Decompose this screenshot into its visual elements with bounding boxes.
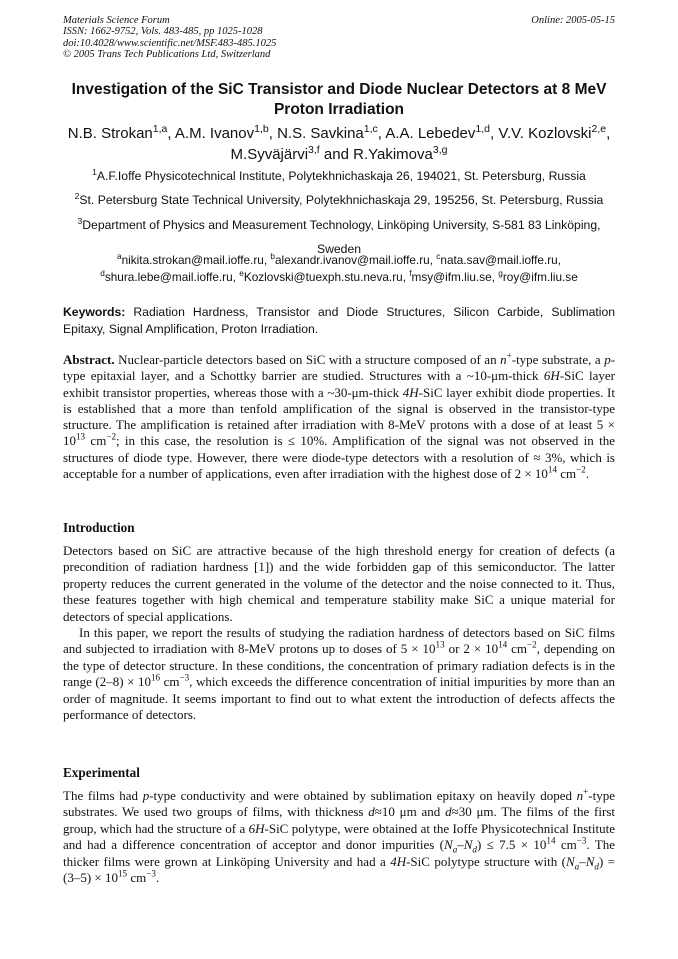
- email-address[interactable]: msy@ifm.liu.se,: [411, 269, 495, 284]
- journal-header: [63, 15, 615, 60]
- paragraph-text: ) = (3–5) × 10: [63, 853, 616, 886]
- affiliation: [60, 188, 618, 212]
- paragraph-text: -type substrates. We used two groups of films, with thickness: [63, 788, 616, 820]
- paragraph-unit: cm: [130, 870, 147, 886]
- paragraph-subscript: d: [472, 844, 477, 855]
- abstract-symbol: 6H: [543, 368, 560, 384]
- paragraph-subscript: a: [452, 844, 458, 855]
- abstract-superscript: 13: [76, 432, 86, 443]
- paragraph-superscript: 13: [435, 640, 445, 651]
- abstract-symbol: n: [500, 352, 507, 367]
- journal-name: Materials Science Forum: [63, 15, 170, 26]
- paragraph-unit: cm: [511, 641, 528, 657]
- section-heading-introduction: Introduction: [63, 520, 135, 535]
- paper-title: Investigation of the SiC Transistor and Diode Nuclear Detectors at 8 MeV Proton Irradiation: [71, 81, 607, 118]
- abstract-text: -SiC layer exhibit diode properties. It is established that a more than tenfold amplification of the signal is observed in the transistor-type structure. The amplification is retained after irradiation with 8-MeV protons with a dose of at least 5 × 10: [63, 384, 615, 449]
- author-name: A.A. Lebedev: [385, 125, 476, 142]
- paragraph-unit: cm: [163, 674, 180, 690]
- introduction-paragraph: [63, 625, 615, 723]
- email-key: c: [436, 252, 441, 262]
- abstract-text: Nuclear-particle detectors based on SiC with a structure composed of an: [118, 352, 497, 367]
- issn-line: ISSN: 1662-9752, Vols. 483-485, pp 1025-1028: [63, 26, 263, 38]
- author-superscript: 3,g: [432, 143, 448, 156]
- email-address[interactable]: Kozlovski@tuexph.stu.neva.ru,: [243, 269, 406, 284]
- paragraph-subscript: d: [594, 861, 599, 872]
- email-key: f: [409, 268, 412, 278]
- paragraph-text: -SiC polytype structure with (: [406, 853, 566, 869]
- email-key: d: [100, 268, 105, 278]
- email-key: e: [239, 268, 244, 278]
- abstract-superscript: −2: [106, 432, 116, 443]
- author-name: R.Yakimova: [353, 145, 433, 163]
- paragraph-text: –: [579, 853, 586, 869]
- email-list: [63, 252, 615, 285]
- abstract-text: -type substrate, a: [511, 352, 601, 367]
- author-superscript: 1,d: [475, 123, 490, 135]
- paragraph-subscript: a: [574, 861, 580, 872]
- author-name: N.S. Savkina: [277, 125, 364, 142]
- paragraph-symbol: 6H: [248, 820, 265, 836]
- paragraph-superscript: −3: [146, 868, 156, 879]
- abstract-superscript: +: [506, 350, 512, 361]
- paragraph-symbol: p: [142, 788, 150, 803]
- section-heading-experimental: Experimental: [63, 765, 140, 780]
- paragraph-text: , which exceeds the difference concentration of initial impurities by more than an order of magnitude. It seems important to find out to what extent the introduction of defects affects the performance of detectors.: [63, 674, 615, 723]
- affiliation-number: 2: [74, 191, 80, 202]
- abstract-unit: cm: [560, 466, 577, 482]
- author-name: M.Syväjärvi: [230, 145, 309, 163]
- affiliation-text: St. Petersburg State Technical University, Polytekhnichaskaja 29, 195256, St. Petersburg, Russia: [79, 193, 604, 208]
- paragraph-symbol: N: [585, 853, 595, 869]
- affiliation-text: Department of Physics and Measurement Technology, Linköping University, S-581 83 Linköping, Sweden: [82, 217, 601, 256]
- abstract: [63, 352, 615, 482]
- abstract-superscript: 14: [547, 464, 558, 475]
- paragraph-superscript: 14: [546, 835, 556, 846]
- email-address[interactable]: nikita.strokan@mail.ioffe.ru,: [121, 253, 268, 267]
- author-superscript: 3,f: [308, 143, 320, 156]
- paragraph-superscript: −3: [179, 672, 190, 683]
- paragraph-superscript: +: [583, 786, 589, 797]
- paragraph-superscript: −2: [527, 640, 537, 651]
- paragraph-text: The films had: [63, 788, 139, 803]
- copyright-line: © 2005 Trans Tech Publications Ltd, Switzerland: [63, 48, 271, 60]
- email-key: b: [270, 252, 275, 262]
- email-address[interactable]: shura.lebe@mail.ioffe.ru,: [104, 269, 236, 284]
- affiliation-text: A.F.Ioffe Physicotechnical Institute, Polytekhnichaskaja 26, 194021, St. Petersburg, Russia: [96, 169, 586, 183]
- author-conjunction: and: [323, 145, 349, 163]
- paragraph-symbol: N: [566, 853, 575, 869]
- author-superscript: 2,e: [591, 123, 607, 135]
- experimental-paragraph: [63, 788, 615, 886]
- affiliation-list: [60, 164, 618, 261]
- paragraph-symbol: d: [368, 804, 375, 820]
- abstract-text: -SiC layer exhibit transistor properties, whereas those with a ~30-μm-thick: [63, 368, 615, 400]
- email-address[interactable]: roy@ifm.liu.se: [502, 269, 578, 284]
- author-name: N.B. Strokan: [67, 125, 153, 142]
- affiliation: [60, 164, 618, 188]
- email-address[interactable]: alexandr.ivanov@mail.ioffe.ru,: [274, 253, 433, 267]
- abstract-label: Abstract.: [63, 352, 115, 367]
- author-list: N.B. Strokan$^{1,a}$, A.M. Ivanov$^{1,b}$, N.S. Savkina$^{1,c}$, A.A. Lebedev$^{1,d}$, V.V. Kozlovski$^{2,e}$, M.Syväjärvi$^{3,f}$ and R.Yakimova$^{3,g}$: [67, 123, 611, 163]
- paragraph-superscript: −3: [576, 835, 587, 846]
- paragraph-unit: cm: [560, 837, 577, 853]
- abstract-symbol: 4H: [402, 384, 419, 400]
- author-name: A.M. Ivanov: [174, 125, 255, 142]
- email-key: g: [498, 268, 503, 278]
- author-name: V.V. Kozlovski: [498, 125, 592, 142]
- abstract-symbol: p: [604, 352, 611, 367]
- paragraph-text: In this paper, we report the results of studying the radiation hardness of detectors based on SiC films and subjected to irradiation with 8-MeV protons up to doses of 5 × 10: [63, 625, 615, 657]
- abstract-unit: cm: [90, 433, 107, 449]
- affiliation-number: 3: [77, 215, 83, 226]
- introduction-paragraph: Detectors based on SiC are attractive because of the high threshold energy for creation of defects (a precondition of radiation hardness [1]) and the wide forbidden gap of this semiconductor. The latter property reduces the current generated in the volume of the detector and the noise connected to it. Thus, these features together with high chemical and temperature stability make SiC a unique material for detectors of special applications.: [63, 543, 615, 624]
- paragraph-text: –: [457, 837, 464, 853]
- paragraph-superscript: 15: [118, 868, 128, 879]
- author-superscript: 1,c: [363, 123, 378, 135]
- paragraph-symbol: d: [445, 804, 452, 820]
- paragraph-text: or 2 × 10: [448, 641, 499, 657]
- online-date: Online: 2005-05-15: [531, 15, 615, 26]
- email-address[interactable]: nata.sav@mail.ioffe.ru,: [440, 253, 561, 267]
- author-superscript: 1,a: [152, 123, 168, 135]
- email-key: a: [117, 252, 122, 262]
- doi-line: doi:10.4028/www.scientific.net/MSF.483-485.1025: [63, 37, 277, 49]
- paragraph-superscript: 14: [498, 640, 508, 651]
- abstract-text: ; in this case, the resolution is ≤ 10%. Amplification of the signal was not observed in the structures of diode type. However, there were diode-type detectors with a resolution of ≈ 3%, which is acceptable for a number of applications, even after irradiation with the highest dose of 2 × 10: [63, 433, 615, 482]
- keywords-text: Radiation Hardness, Transistor and Diode Structures, Silicon Carbide, Sublimation Epitaxy, Signal Amplification, Proton Irradiation.: [63, 305, 615, 336]
- paragraph-text: .: [155, 870, 160, 886]
- paragraph-text: ≈30 μm. The films of the first group, which had the structure of a: [63, 804, 616, 836]
- paragraph-text: ) ≤ 7.5 × 10: [476, 837, 547, 853]
- paragraph-text: . The thicker films were grown at Linköping University and had a: [63, 837, 616, 869]
- paragraph-superscript: 16: [150, 672, 161, 683]
- keywords-label: Keywords:: [63, 305, 126, 319]
- paragraph-symbol: n: [576, 788, 584, 803]
- paragraph-text: , depending on the type of detector structure. In these conditions, the concentration of primary radiation defects is in the range (2–8) × 10: [63, 641, 615, 690]
- paragraph-symbol: N: [463, 837, 473, 853]
- abstract-text: -type epitaxial layer, and a Schottky barrier are studied. Structures with a ~10-μm-thick: [63, 352, 616, 384]
- paragraph-symbol: 4H: [390, 853, 407, 869]
- abstract-text: .: [585, 466, 590, 482]
- paragraph-text: ≈10 μm and: [374, 804, 441, 820]
- keywords: [63, 304, 615, 338]
- paragraph-text: -type conductivity and were obtained by sublimation epitaxy on heavily doped: [149, 788, 572, 803]
- author-superscript: 1,b: [254, 123, 269, 135]
- affiliation-number: 1: [92, 166, 97, 177]
- paragraph-symbol: N: [444, 837, 453, 853]
- paragraph-text: -SiC polytype, were obtained at the Ioffe Physicotechnical Institute and had a difference concentration of acceptor and donor impurities (: [63, 820, 615, 853]
- abstract-superscript: −2: [576, 464, 586, 475]
